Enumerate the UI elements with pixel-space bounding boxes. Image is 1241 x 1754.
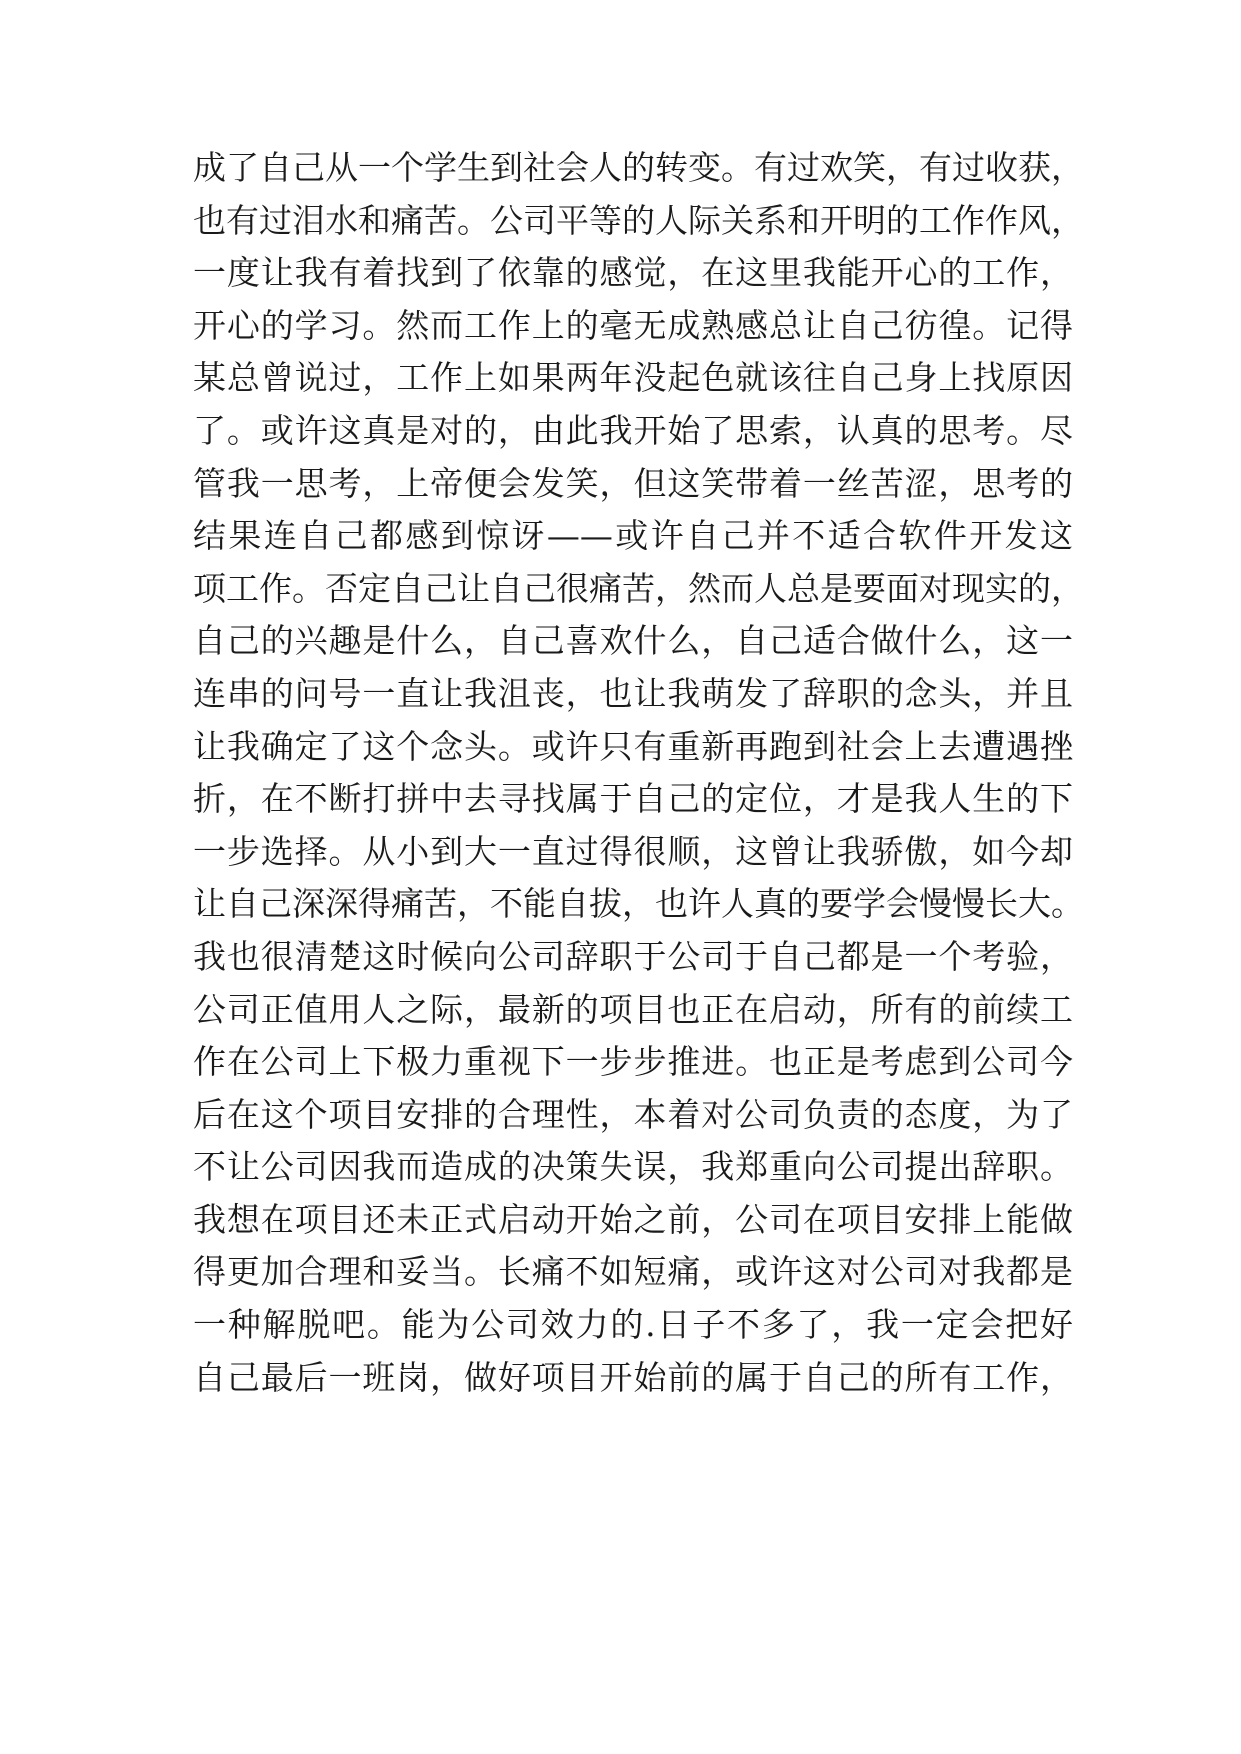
text-line: 也有过泪水和痛苦。公司平等的人际关系和开明的工作作风， xyxy=(193,200,1084,240)
text-line: 某总曾说过，工作上如果两年没起色就该往自己身上找原因 xyxy=(193,358,1073,398)
text-line: 一度让我有着找到了依靠的感觉，在这里我能开心的工作， xyxy=(193,253,1073,293)
text-line: 开心的学习。然而工作上的毫无成熟感总让自己彷徨。记得 xyxy=(193,305,1073,345)
text-line: 让我确定了这个念头。或许只有重新再跑到社会上去遭遇挫 xyxy=(193,726,1073,766)
text-line: 自己的兴趣是什么，自己喜欢什么，自己适合做什么，这一 xyxy=(193,621,1073,661)
text-line: 自己最后一班岗，做好项目开始前的属于自己的所有工作， xyxy=(193,1357,1073,1397)
text-line: 管我一思考，上帝便会发笑，但这笑带着一丝苦涩，思考的 xyxy=(193,463,1073,503)
text-line: 一种解脱吧。能为公司效力的.日子不多了，我一定会把好 xyxy=(193,1305,1073,1345)
text-line: 折，在不断打拼中去寻找属于自己的定位，才是我人生的下 xyxy=(193,779,1073,819)
text-line: 我想在项目还未正式启动开始之前，公司在项目安排上能做 xyxy=(193,1199,1073,1239)
text-line: 结果连自己都感到惊讶——或许自己并不适合软件开发这 xyxy=(193,516,1073,556)
text-line: 作在公司上下极力重视下一步步推进。也正是考虑到公司今 xyxy=(193,1042,1073,1082)
text-line: 了。或许这真是对的，由此我开始了思索，认真的思考。尽 xyxy=(193,410,1073,450)
text-line: 公司正值用人之际，最新的项目也正在启动，所有的前续工 xyxy=(193,989,1073,1029)
text-line: 让自己深深得痛苦，不能自拔，也许人真的要学会慢慢长大。 xyxy=(193,884,1084,924)
text-line: 一步选择。从小到大一直过得很顺，这曾让我骄傲，如今却 xyxy=(193,831,1073,871)
text-line: 成了自己从一个学生到社会人的转变。有过欢笑，有过收获， xyxy=(193,148,1084,187)
text-line: 不让公司因我而造成的决策失误，我郑重向公司提出辞职。 xyxy=(193,1147,1073,1187)
text-line: 连串的问号一直让我沮丧，也让我萌发了辞职的念头，并且 xyxy=(193,673,1073,713)
text-line: 我也很清楚这时候向公司辞职于公司于自己都是一个考验， xyxy=(193,936,1073,976)
text-line: 后在这个项目安排的合理性，本着对公司负责的态度，为了 xyxy=(193,1094,1073,1134)
text-line: 项工作。否定自己让自己很痛苦，然而人总是要面对现实的， xyxy=(193,568,1084,608)
text-line: 得更加合理和妥当。长痛不如短痛，或许这对公司对我都是 xyxy=(193,1252,1073,1292)
body-text xyxy=(193,142,1084,1404)
